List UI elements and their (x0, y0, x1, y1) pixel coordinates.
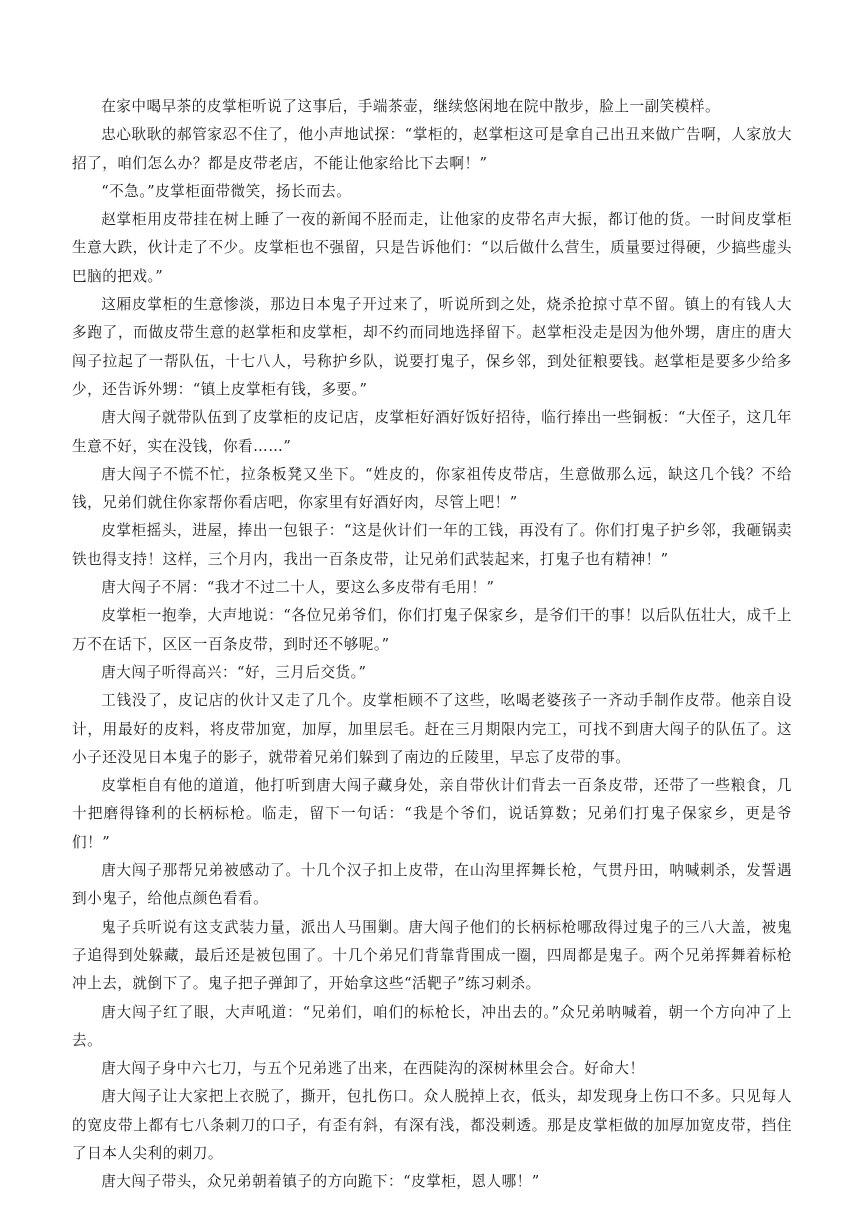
paragraph: 唐大闯子听得高兴：“好，三月后交货。” (101, 663, 367, 681)
paragraph: 唐大闯子就带队伍到了皮掌柜的皮记店，皮掌柜好酒好饭好招待，临行捧出一些铜板：“大侄子，这几年生意不好，实在没钱，你看……” (72, 409, 792, 455)
paragraph: 这厢皮掌柜的生意惨淡，那边日本鬼子开过来了，听说所到之处，烧杀抢掠寸草不留。镇上的有钱人大多跑了，而做皮带生意的赵掌柜和皮掌柜，却不约而同地选择留下。赵掌柜没走是因为他外甥，唐庄的唐大闯子拉起了一帮队伍，十七八人，号称护乡队，说要打鬼子，保乡邻，到处征粮要钱。赵掌柜是要多少给多少，还告诉外甥：“镇上皮掌柜有钱，多要。” (72, 296, 792, 398)
paragraph: 唐大闯子让大家把上衣脱了，撕开，包扎伤口。众人脱掉上衣，低头，却发现身上伤口不多。只见每人的宽皮带上都有七八条刺刀的口子，有歪有斜，有深有浅，都没刺透。那是皮掌柜做的加厚加宽皮带，挡住了日本人尖利的刺刀。 (72, 1088, 792, 1162)
paragraph: 皮掌柜自有他的道道，他打听到唐大闯子藏身处，亲自带伙计们背去一百条皮带，还带了一些粮食，几十把磨得锋利的长柄标枪。临走，留下一句话：“我是个爷们，说话算数；兄弟们打鬼子保家乡，更是爷们！” (72, 777, 792, 851)
paragraph: 唐大闯子红了眼，大声吼道：“兄弟们，咱们的标枪长，冲出去的。”众兄弟呐喊着，朝一个方向冲了上去。 (72, 1003, 792, 1049)
paragraph: 赵掌柜用皮带挂在树上睡了一夜的新闻不胫而走，让他家的皮带名声大振，都订他的货。一时间皮掌柜生意大跌，伙计走了不少。皮掌柜也不强留，只是告诉他们：“以后做什么营生，质量要过得硬，少搞些虚头巴脑的把戏。” (72, 211, 792, 285)
paragraph: 忠心耿耿的郝管家忍不住了，他小声地试探：“掌柜的，赵掌柜这可是拿自己出丑来做广告啊，人家放大招了，咱们怎么办？都是皮带老店，不能让他家给比下去啊！” (72, 126, 792, 172)
paragraph: 唐大闯子那帮兄弟被感动了。十几个汉子扣上皮带，在山沟里挥舞长枪，气贯丹田，呐喊刺杀，发誓遇到小鬼子，给他点颜色看看。 (72, 862, 792, 908)
paragraph: “不急。”皮掌柜面带微笑，扬长而去。 (101, 182, 352, 200)
paragraph: 唐大闯子不慌不忙，拉条板凳又坐下。“姓皮的，你家祖传皮带店，生意做那么远，缺这几个钱？不给钱，兄弟们就住你家帮你看店吧，你家里有好酒好肉，尽管上吧！” (72, 465, 792, 512)
paragraph: 鬼子兵听说有这支武装力量，派出人马围剿。唐大闯子他们的长柄标枪哪敌得过鬼子的三八大盖，被鬼子追得到处躲藏，最后还是被包围了。十几个弟兄们背靠背围成一圈，四周都是鬼子。两个兄弟挥舞着标枪冲上去，就倒下了。鬼子把子弹卸了，开始拿这些“活靶子”练习刺杀。 (72, 918, 792, 993)
paragraph: 皮掌柜摇头，进屋，捧出一包银子：“这是伙计们一年的工钱，再没有了。你们打鬼子护乡邻，我砸锅卖铁也得支持！这样，三个月内，我出一百条皮带，让兄弟们武装起来，打鬼子也有精神！” (72, 522, 792, 568)
paragraph: 唐大闯子不屑：“我才不过二十人，要这么多皮带有毛用！” (101, 579, 495, 597)
paragraph: 在家中喝早茶的皮掌柜听说了这事后，手端茶壶，继续悠闲地在院中散步，脸上一副笑模样。 (101, 98, 721, 115)
story-body (72, 93, 792, 1197)
paragraph: 唐大闯子身中六七刀，与五个兄弟逃了出来，在西陡沟的深树林里会合。好命大！ (101, 1060, 645, 1078)
paragraph: 唐大闯子带头，众兄弟朝着镇子的方向跪下：“皮掌柜，恩人哪！” (101, 1173, 540, 1191)
paragraph: 工钱没了，皮记店的伙计又走了几个。皮掌柜顾不了这些，吆喝老婆孩子一齐动手制作皮带。他亲自设计，用最好的皮料，将皮带加宽，加厚，加里层毛。赶在三月期限内完工，可找不到唐大闯子的队伍了。这小子还没见日本鬼子的影子，就带着兄弟们躲到了南边的丘陵里，早忘了皮带的事。 (72, 692, 792, 766)
paragraph: 皮掌柜一抱拳，大声地说：“各位兄弟爷们，你们打鬼子保家乡，是爷们干的事！以后队伍壮大，成千上万不在话下，区区一百条皮带，到时还不够呢。” (72, 607, 792, 653)
